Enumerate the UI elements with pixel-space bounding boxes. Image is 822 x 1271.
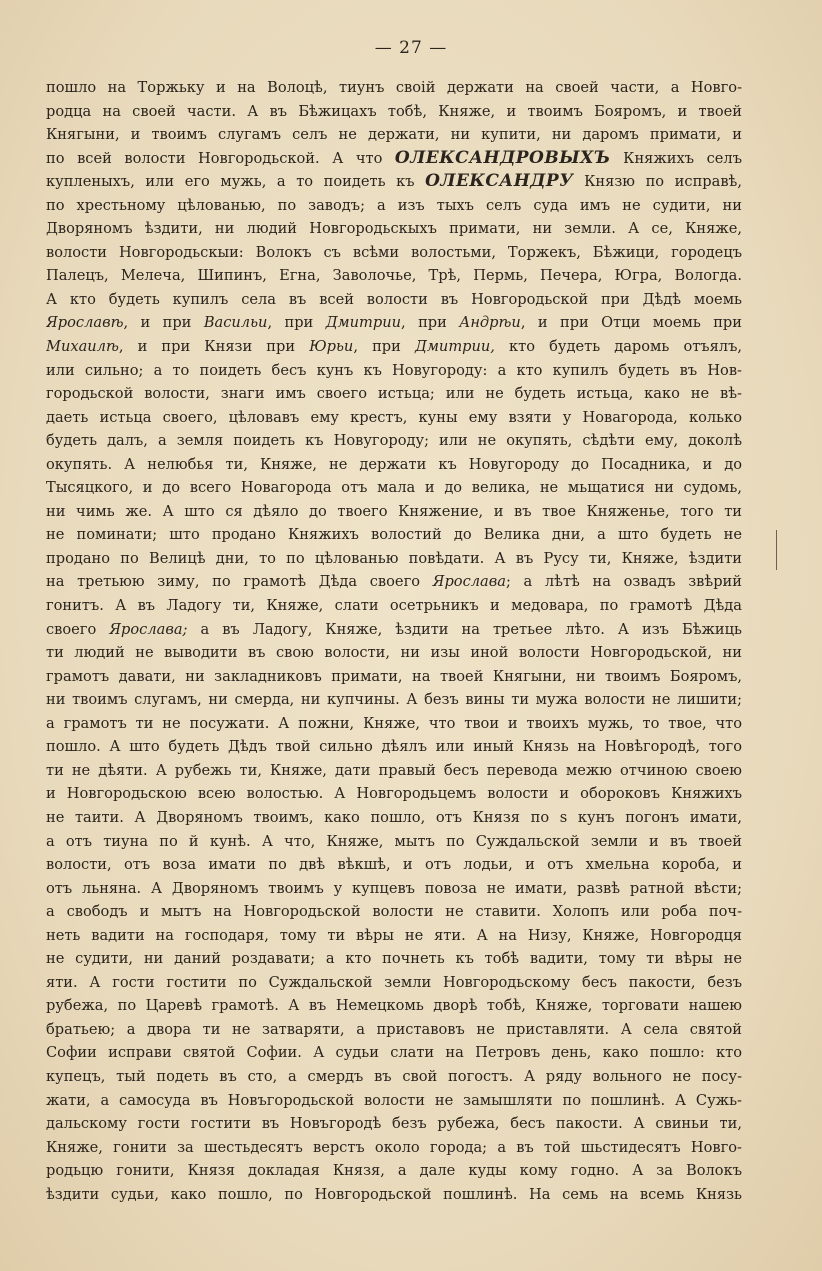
text-line	[46, 547, 742, 571]
text-line	[46, 782, 742, 806]
text-line	[46, 476, 742, 500]
text-segment: жати, а самосуда въ Новъгородьской волости не замышляти по пошлинѣ. А Сужь-	[46, 1091, 742, 1109]
text-segment: купецъ, тый подеть въ сто, а смердъ въ свой погостъ. А ряду вольного не посу-	[46, 1067, 742, 1085]
emphasized-text: Васильи	[203, 314, 268, 332]
text-segment: продано по Велицѣ дни, то по цѣлованью повѣдати. А въ Русу ти, Княже, ѣздити	[46, 549, 742, 567]
text-segment: ни чимь же. А што ся дѣяло до твоего Княжение, и въ твое Княженье, того ти	[46, 502, 742, 520]
text-line	[46, 123, 742, 147]
emphasized-text: Ярослава	[432, 573, 506, 591]
text-segment: городьской волости, знаги имъ своего истьца; или не будеть истьца, како не вѣ-	[46, 385, 742, 403]
text-segment: или сильно; а то поидеть бесъ кунъ къ Новугороду: а кто купилъ будеть въ Нов-	[46, 361, 742, 379]
text-segment: дальскому гости гостити въ Новъгородѣ безъ рубежа, бесъ пакости. А свиньи ти,	[46, 1115, 742, 1133]
text-line	[46, 618, 742, 642]
text-segment: а грамотъ ти не посужати. А пожни, Княже, что твои и твоихъ мужь, то твое, что	[46, 714, 742, 732]
text-line	[46, 924, 742, 948]
text-segment: родьцю гонити, Князя докладая Князя, а дале куды кому годно. А за Волокъ	[46, 1162, 742, 1180]
text-segment: не поминати; што продано Княжихъ волостий до Велика дни, а што будеть не	[46, 526, 742, 544]
text-line	[46, 971, 742, 995]
text-segment: Софии исправи святой Софии. А судьи слати на Петровъ день, како пошло: кто	[46, 1044, 742, 1062]
text-line	[46, 1183, 742, 1207]
text-segment: Палецъ, Мелеча, Шипинъ, Егна, Заволочье, Трѣ, Пермь, Печера, Югра, Вологда.	[46, 267, 742, 285]
text-line	[46, 217, 742, 241]
text-segment: будеть далъ, а земля поидеть къ Новугороду; или не окупять, сѣдѣти ему, доколѣ	[46, 432, 742, 450]
text-segment: пошло на Торжьку и на Волоцѣ, тиунъ своій держати на своей части, а Новго-	[46, 79, 742, 96]
text-line	[46, 830, 742, 854]
emphasized-text: Дмитрии,	[414, 338, 495, 356]
text-segment: братьею; а двора ти не затваряти, а приставовъ не приставляти. А села святой	[46, 1020, 742, 1038]
text-segment: волости Новгородьскыи: Волокъ съ всѣми волостьми, Торжекъ, Бѣжици, городецъ	[46, 243, 742, 261]
text-line	[46, 311, 742, 335]
text-line	[46, 806, 742, 830]
emphasized-text: Михаилѣ	[46, 338, 119, 356]
text-line	[46, 429, 742, 453]
emphasized-text: Юрьи	[309, 338, 354, 356]
text-segment: неть вадити на господаря, тому ти вѣры не яти. А на Низу, Княже, Новгородця	[46, 926, 742, 944]
text-segment: и Новгородьскою всею волостью. А Новгородьцемъ волости и обороковъ Княжихъ	[46, 785, 742, 803]
text-segment: Княжихъ селъ	[610, 149, 742, 167]
text-line	[46, 1159, 742, 1183]
emphasized-text: ОЛЕКСАНДРОВЫХЪ	[394, 147, 611, 168]
text-line	[46, 147, 742, 171]
text-line	[46, 453, 742, 477]
text-segment: , при	[401, 314, 460, 332]
text-segment: ; а лѣтѣ на озвадъ звѣрий	[505, 573, 742, 591]
emphasized-text: ОЛЕКСАНДРУ	[425, 171, 574, 192]
text-line	[46, 500, 742, 524]
text-line	[46, 759, 742, 783]
text-segment: гонитъ. А въ Ладогу ти, Княже, слати осетрьникъ и медовара, по грамотѣ Дѣда	[46, 597, 742, 615]
text-segment: , при	[267, 314, 326, 332]
text-segment: своего	[46, 620, 110, 638]
text-segment: по всей волости Новгородьской. А что	[46, 149, 395, 167]
text-line	[46, 641, 742, 665]
text-segment: даеть истьца своего, цѣловавъ ему крестъ, куны ему взяти у Новагорода, колько	[46, 408, 742, 426]
text-line	[46, 853, 742, 877]
text-segment: не таити. А Дворяномъ твоимъ, како пошло, отъ Князя по ѕ кунъ погонъ имати,	[46, 808, 742, 826]
text-segment: пошло. А што будеть Дѣдъ твой сильно дѣялъ или иный Князь на Новѣгородѣ, того	[46, 738, 742, 756]
emphasized-text: Дмитрии	[325, 314, 402, 332]
text-segment: кто будеть даромь отъялъ,	[494, 338, 742, 356]
text-segment: ни твоимъ слугамъ, ни смерда, ни купчины. А безъ вины ти мужа волости не лишити;	[46, 691, 742, 709]
text-segment: купленыхъ, или его мужь, а то поидеть къ	[46, 173, 426, 191]
text-line	[46, 570, 742, 594]
text-line	[46, 994, 742, 1018]
text-line	[46, 100, 742, 124]
text-segment: на третьюю зиму, по грамотѣ Дѣда своего	[46, 573, 433, 591]
text-line	[46, 947, 742, 971]
emphasized-text: Ярослава;	[109, 620, 188, 638]
text-line	[46, 264, 742, 288]
text-line	[46, 288, 742, 312]
text-segment: ти людий не выводити въ свою волости, ни изы иной волости Новгородьской, ни	[46, 644, 742, 662]
text-segment: а въ Ладогу, Княже, ѣздити на третьее лѣто. А изъ Бѣжиць	[187, 620, 742, 638]
text-segment: ѣздити судьи, како пошло, по Новгородьской пошлинѣ. На семь на всемь Князь	[46, 1185, 742, 1203]
text-segment: а отъ тиуна по й кунѣ. А что, Княже, мытъ по Суждальской земли и въ твоей	[46, 832, 742, 850]
text-line	[46, 688, 742, 712]
emphasized-text: Ярославѣ	[46, 314, 124, 332]
text-segment: , и при	[123, 314, 204, 332]
margin-mark	[776, 530, 777, 570]
text-segment: не судити, ни даний роздавати; а кто почнеть къ тобѣ вадити, тому ти вѣры не	[46, 950, 742, 968]
text-segment: грамотъ давати, ни закладниковъ примати, на твоей Княгыни, ни твоимъ Бояромъ,	[46, 667, 742, 685]
text-line	[46, 359, 742, 383]
text-line	[46, 1136, 742, 1160]
text-line	[46, 1041, 742, 1065]
text-segment: по хрестьному цѣлованью, по заводъ; а изъ тыхъ селъ суда имъ не судити, ни	[46, 196, 742, 214]
text-segment: родца на своей части. А въ Бѣжицахъ тобѣ, Княже, и твоимъ Бояромъ, и твоей	[46, 102, 742, 120]
text-segment: волости, отъ воза имати по двѣ вѣкшѣ, и отъ лодьи, и отъ хмельна короба, и	[46, 856, 742, 874]
text-segment: Тысяцкого, и до всего Новагорода отъ мала и до велика, не мьщатися ни судомь,	[46, 479, 742, 497]
text-line	[46, 594, 742, 618]
text-line	[46, 665, 742, 689]
text-line	[46, 335, 742, 359]
text-line	[46, 712, 742, 736]
text-segment: , при	[353, 338, 415, 356]
text-line	[46, 194, 742, 218]
text-segment: Князю по исправѣ,	[573, 173, 742, 191]
text-line	[46, 1065, 742, 1089]
text-line	[46, 76, 742, 100]
text-segment: А кто будеть купилъ села въ всей волости въ Новгородьской при Дѣдѣ моемь	[46, 290, 742, 308]
page-number: — 27 —	[374, 38, 448, 58]
text-line	[46, 170, 742, 194]
text-line	[46, 382, 742, 406]
text-segment: рубежа, по Царевѣ грамотѣ. А въ Немецкомь дворѣ тобѣ, Княже, торговати нашею	[46, 997, 742, 1015]
text-segment: отъ льняна. А Дворяномъ твоимъ у купцевъ повоза не имати, развѣ ратной вѣсти;	[46, 879, 742, 897]
text-segment: Дворяномъ ѣздити, ни людий Новгородьскыхъ примати, ни земли. А се, Княже,	[46, 220, 742, 238]
text-line	[46, 877, 742, 901]
text-line	[46, 1018, 742, 1042]
emphasized-text: Андрѣи	[459, 314, 521, 332]
text-line	[46, 900, 742, 924]
text-segment: , и при Отци моемь при	[520, 314, 742, 332]
text-line	[46, 523, 742, 547]
text-line	[46, 406, 742, 430]
text-segment: , и при Князи при	[118, 338, 310, 356]
text-line	[46, 1112, 742, 1136]
text-segment: яти. А гости гостити по Суждальской земли Новгородьскому бесъ пакости, безъ	[46, 973, 742, 991]
text-line	[46, 1089, 742, 1113]
text-segment: а свободъ и мытъ на Новгородьской волости не ставити. Холопъ или роба поч-	[46, 903, 742, 921]
text-segment: окупять. А нелюбья ти, Княже, не держати къ Новугороду до Посадника, и до	[46, 455, 742, 473]
text-line	[46, 735, 742, 759]
text-segment: ти не дѣяти. А рубежь ти, Княже, дати правый бесъ перевода межю отчиною своею	[46, 761, 742, 779]
text-segment: Княже, гонити за шестьдесятъ верстъ около города; а въ той шьстидесятъ Новго-	[46, 1138, 742, 1156]
text-line	[46, 241, 742, 265]
body-text	[46, 76, 742, 1206]
text-segment: Княгыни, и твоимъ слугамъ селъ не держати, ни купити, ни даромъ примати, и	[46, 126, 742, 144]
